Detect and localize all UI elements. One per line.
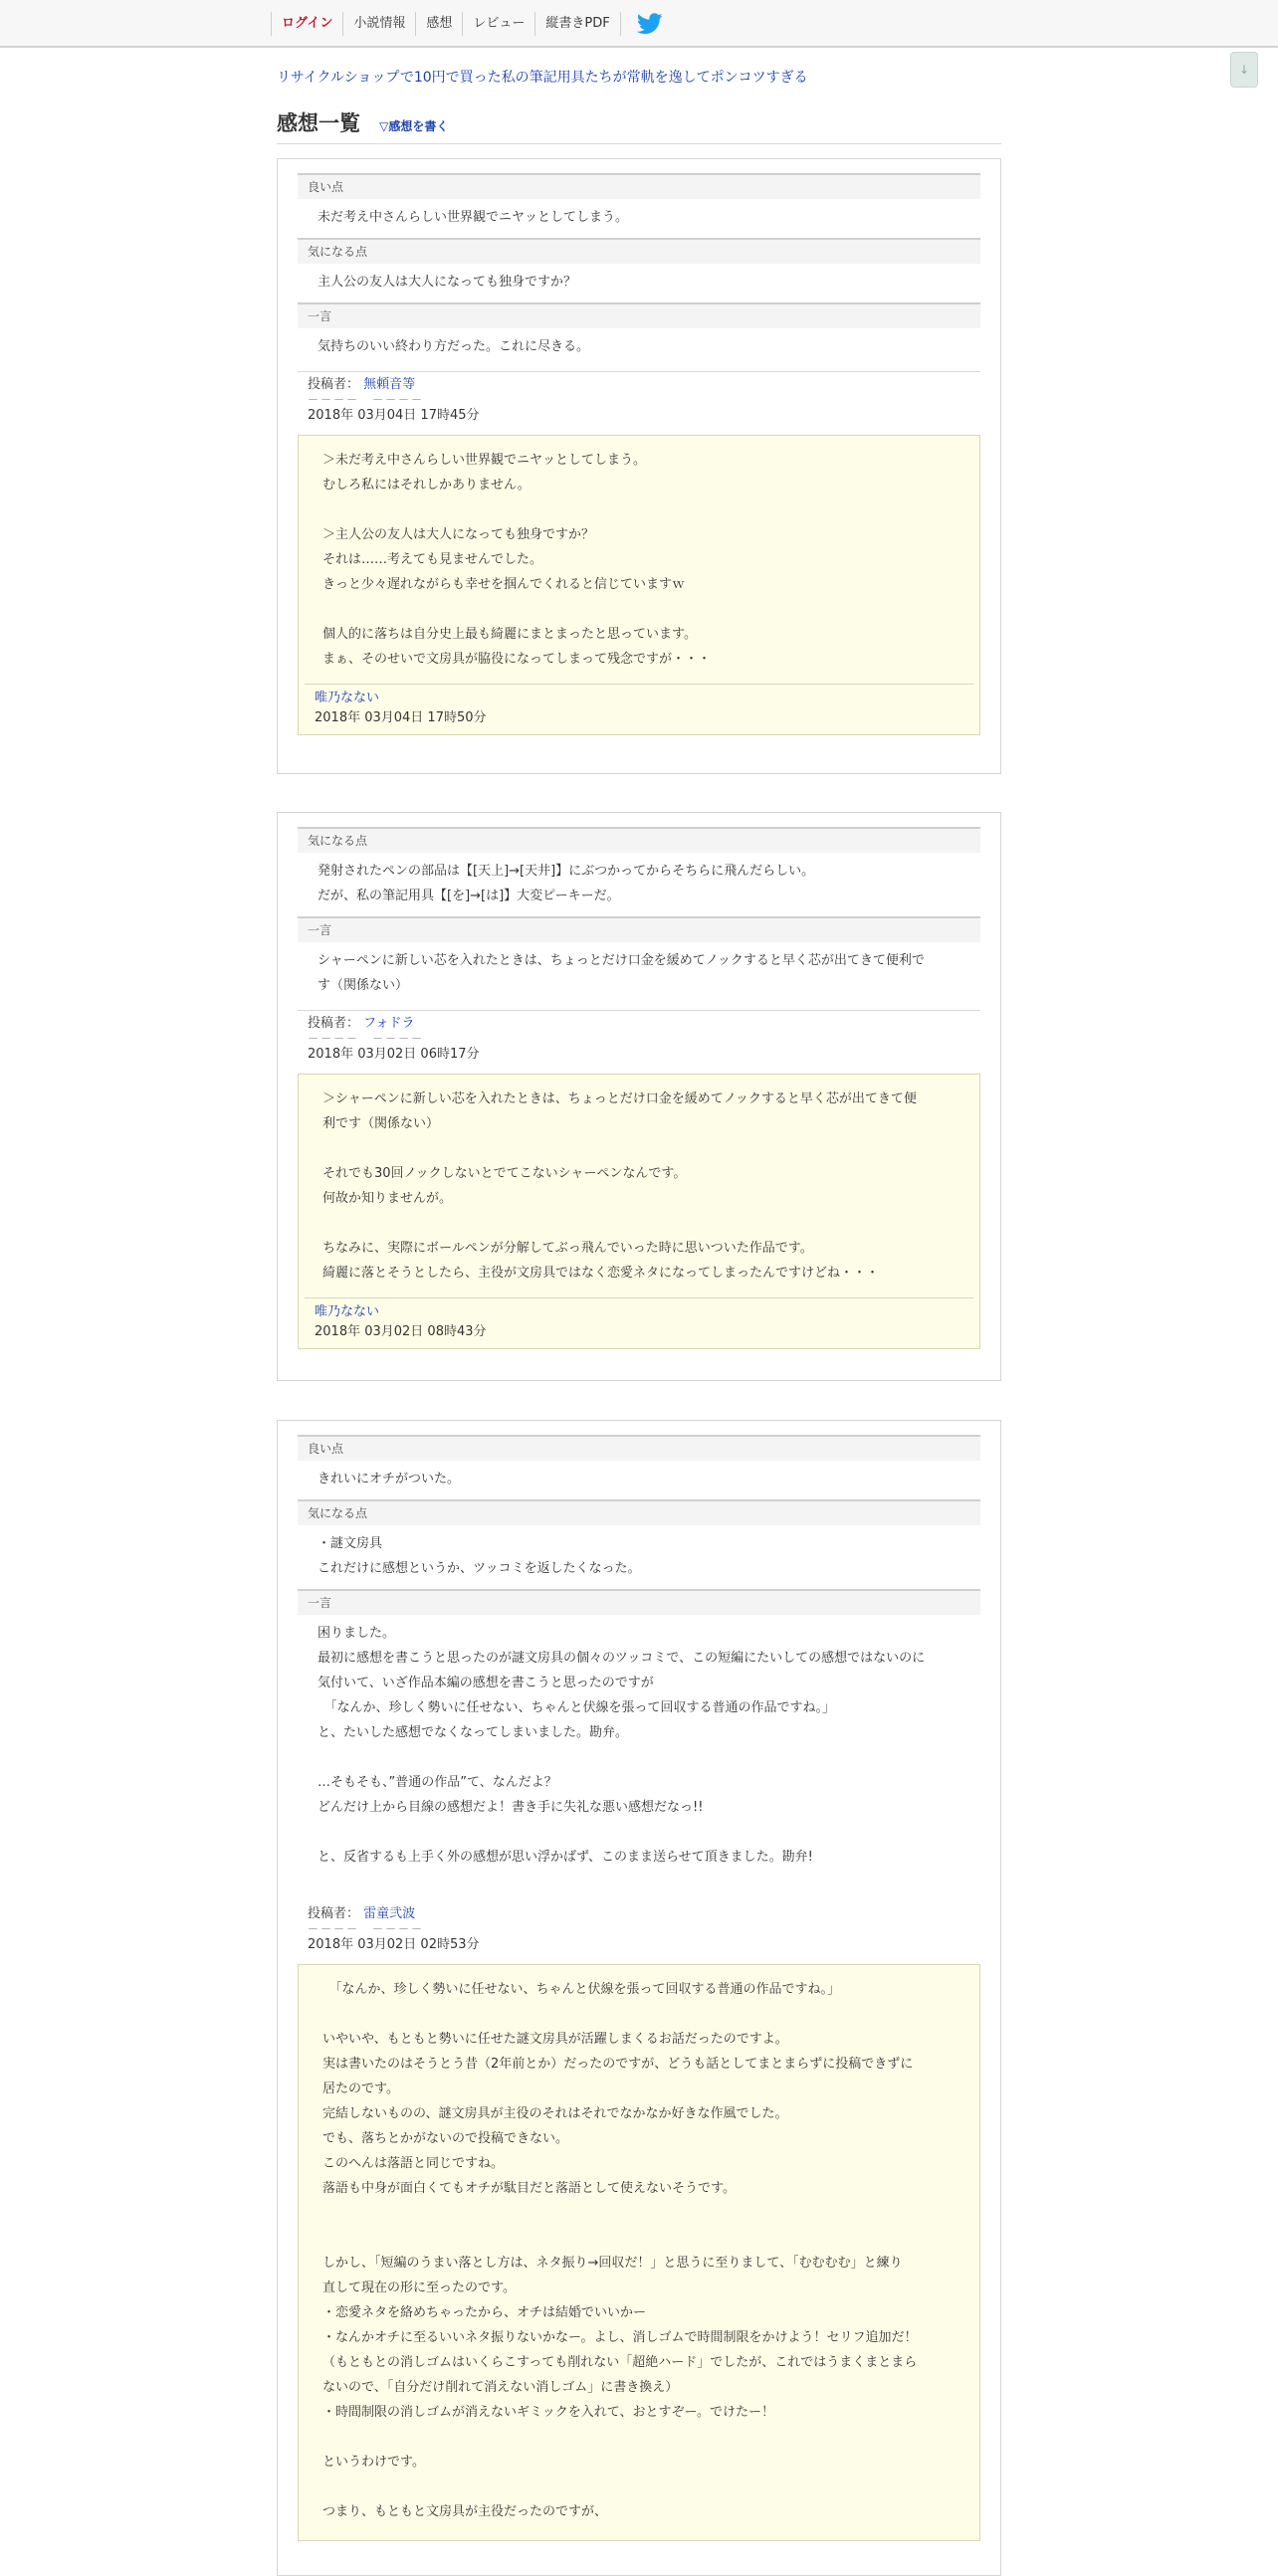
top-nav [0, 0, 1278, 48]
text-line: それは……考えても見ませんでした。 [322, 552, 543, 567]
text-line: （もともとの消しゴムはいくらこすっても削れない「超絶ハード」でしたが、これではうまくまとまら [322, 2355, 918, 2370]
blank-line [318, 1820, 960, 1845]
text-line: ＞主人公の友人は大人になっても独身ですか？ [322, 527, 595, 542]
reply-author[interactable]: 唯乃なない [315, 1304, 380, 1319]
post-date: 2018年 03月02日 06時17分 [308, 1047, 480, 1062]
reply-text [305, 1977, 973, 2534]
text-line: 完結しないものの、謎文房具が主役のそれはそれでなかなか好きな作風でした。 [322, 2106, 788, 2121]
page-title: 感想一覧 [277, 111, 360, 135]
text-line: というわけです。 [322, 2455, 425, 2470]
text-line: きっと少々遅れながらも幸せを掴んでくれると信じていますｗ [322, 577, 686, 592]
concern-points-text [298, 853, 980, 916]
reply-text [305, 448, 973, 682]
novel-title-link[interactable]: リサイクルショップで10円で買った私の筆記用具たちが常軌を逸してポンコツすぎる [277, 70, 808, 86]
blank-line [322, 2201, 963, 2226]
text-line: 綺麗に落とそうとしたら、主役が文房具ではなく恋愛ネタになってしまったんですけどね・・・ [322, 1266, 880, 1281]
post-date: 2018年 03月02日 02時53分 [308, 1937, 480, 1952]
concern-points-text [298, 1525, 980, 1589]
text-line: シャーペンに新しい芯を入れたときは、ちょっとだけ口金を緩めてノックすると早く芯が出てきて便利で [318, 953, 925, 968]
concern-points-header: 気になる点 [298, 827, 980, 853]
text-line: 気付いて、いざ作品本編の感想を書こうと思ったのですが [318, 1676, 654, 1690]
text-line: しかし、「短編のうまい落とし方は、ネタ振り→回収だ！」と思うに至りまして、「むむむむ」と練り [322, 2256, 903, 2271]
text-line: と、たいした感想でなくなってしまいました。勘弁。 [318, 1725, 629, 1740]
comment-header: 一言 [298, 916, 980, 942]
dash-separator: －－－－ －－－－ [308, 1032, 424, 1045]
comment-header: 一言 [298, 302, 980, 328]
twitter-icon[interactable] [637, 13, 663, 35]
poster-name[interactable]: フォドラ [363, 1016, 415, 1031]
post-date: 2018年 03月04日 17時45分 [308, 408, 480, 423]
reply-date: 2018年 03月04日 17時50分 [315, 710, 487, 725]
poster-label: 投稿者： [308, 1016, 360, 1031]
good-points-text: きれいにオチがついた。 [318, 1472, 461, 1486]
text-line: 最初に感想を書こうと思ったのが謎文房具の個々のツッコミで、この短編にたいしての感想ではないのに [318, 1651, 926, 1666]
reply-text [305, 1087, 973, 1295]
write-impression-link[interactable]: ▽感想を書く [379, 119, 449, 133]
text-line: 「なんか、珍しく勢いに任せない、ちゃんと伏線を張って回収する普通の作品ですね。」 [322, 1982, 841, 1997]
good-points-header: 良い点 [298, 1435, 980, 1461]
nav-review[interactable]: レビュー [462, 12, 534, 36]
nav-vertical-pdf[interactable]: 縦書きPDF [534, 12, 620, 36]
text-line: このへんは落語と同じですね。 [322, 2156, 505, 2171]
blank-line [322, 2475, 963, 2499]
text-line: …そもそも、”普通の作品”て、なんだよ？ [318, 1775, 557, 1790]
text-line: 落語も中身が面白くてもオチが駄目だと落語として使えないそうです。 [322, 2181, 736, 2196]
comment-text [298, 942, 980, 1006]
poster-name[interactable]: 雷童弐波 [363, 1906, 416, 1921]
review-card [277, 1420, 1001, 2576]
text-line: つまり、もともと文房具が主役だったのですが、 [322, 2504, 608, 2519]
review-card [277, 158, 1001, 774]
text-line: でも、落ちとかがないので投稿できない。 [322, 2131, 569, 2146]
text-line: いやいや、もともと勢いに任せた謎文房具が活躍しまくるお話だったのですよ。 [322, 2032, 788, 2047]
author-reply [298, 435, 980, 735]
text-line: だが、私の筆記用具【[を]→[は]】大変ピーキーだ。 [318, 889, 620, 903]
spacer [298, 1882, 980, 1901]
blank-line [322, 2425, 963, 2450]
text-line: 利です（関係ない） [322, 1116, 440, 1131]
nav-novel-info[interactable]: 小説情報 [342, 12, 415, 36]
blank-line [322, 1211, 963, 1236]
text-line: ないので、「自分だけ削れて消えない消しゴム」に書き換え） [322, 2380, 679, 2395]
text-line: それでも30回ノックしないとでてこないシャーペンなんです。 [322, 1166, 687, 1181]
reply-date: 2018年 03月02日 08時43分 [315, 1324, 487, 1339]
text-line: まぁ、そのせいで文房具が脇役になってしまって残念ですが・・・ [322, 652, 712, 667]
poster-label: 投稿者： [308, 377, 360, 392]
text-line: 「なんか、珍しく勢いに任せない、ちゃんと伏線を張って回収する普通の作品ですね。」 [318, 1700, 836, 1715]
comment-header: 一言 [298, 1589, 980, 1615]
text-line: ・謎文房具 [318, 1536, 383, 1551]
text-line: 実は書いたのはそうとう昔（2年前とか）だったのですが、どうも話としてまとまらずに投稿できずに [322, 2057, 914, 2072]
scroll-down-button[interactable]: ↓ [1230, 52, 1258, 88]
blank-line [322, 597, 963, 622]
nav-menu [271, 12, 663, 36]
text-line: 何故か知りませんが。 [322, 1191, 453, 1206]
text-line: 個人的に落ちは自分史上最も綺麗にまとまったと思っています。 [322, 627, 697, 642]
review-card [277, 812, 1001, 1381]
text-line: ＞未だ考え中さんらしい世界観でニヤッとしてしまう。 [322, 453, 647, 468]
author-reply [298, 1074, 980, 1349]
comment-text: 気持ちのいい終わり方だった。これに尽きる。 [318, 339, 590, 354]
text-line: 発射されたペンの部品は【[天上]→[天井]】にぶつかってからそちらに飛んだらしい。 [318, 864, 815, 879]
concern-points-text: 主人公の友人は大人になっても独身ですか？ [318, 275, 577, 290]
good-points-header: 良い点 [298, 173, 980, 199]
text-line: ・恋愛ネタを絡めちゃったから、オチは結婚でいいかー [322, 2305, 647, 2320]
text-line: どんだけ上から目線の感想だよ！書き手に失礼な悪い感想だなっ!! [318, 1800, 704, 1815]
concern-points-header: 気になる点 [298, 1499, 980, 1525]
concern-points-header: 気になる点 [298, 238, 980, 264]
poster [298, 1011, 980, 1034]
reply-author[interactable]: 唯乃なない [315, 691, 380, 705]
page-header [277, 107, 1001, 144]
blank-line [322, 1136, 963, 1161]
nav-login[interactable]: ログイン [271, 12, 342, 36]
dash-separator: －－－－ －－－－ [308, 393, 424, 406]
poster-label: 投稿者： [308, 1906, 360, 1921]
nav-impressions[interactable]: 感想 [415, 12, 462, 36]
blank-line [322, 2226, 963, 2251]
good-points-text: 未だ考え中さんらしい世界観でニヤッとしてしまう。 [318, 210, 629, 225]
text-line: す（関係ない） [318, 978, 409, 993]
text-line: ・時間制限の消しゴムが消えないギミックを入れて、おとすぞー。でけたー！ [322, 2405, 774, 2420]
blank-line [322, 497, 963, 522]
text-line: むしろ私にはそれしかありません。 [322, 478, 531, 493]
reply-divider [305, 684, 973, 685]
blank-line [318, 1745, 960, 1770]
dash-separator: －－－－ －－－－ [308, 1922, 424, 1935]
poster [298, 1901, 980, 1924]
text-line: 居たのです。 [322, 2081, 399, 2096]
text-line: 直して現在の形に至ったのです。 [322, 2280, 516, 2295]
text-line: ちなみに、実際にボールペンが分解してぶっ飛んでいった時に思いついた作品です。 [322, 1241, 813, 1256]
reply-divider [305, 1297, 973, 1298]
author-reply [298, 1964, 980, 2541]
text-line: ＞シャーペンに新しい芯を入れたときは、ちょっとだけ口金を緩めてノックすると早く芯が出てきて便 [322, 1091, 917, 1106]
comment-text [298, 1615, 980, 1878]
text-line: と、反省するも上手く外の感想が思い浮かばず、このまま送らせて頂きました。勘弁! [318, 1850, 813, 1865]
text-line: これだけに感想というか、ツッコミを返したくなった。 [318, 1561, 641, 1576]
blank-line [322, 2002, 963, 2027]
text-line: ・なんかオチに至るいいネタ振りないかなー。よし、消しゴムで時間制限をかけよう！セリフ追加だ！ [322, 2330, 918, 2345]
poster-name[interactable]: 無頼音等 [363, 377, 416, 392]
text-line: 困りました。 [318, 1626, 396, 1641]
poster [298, 372, 980, 395]
